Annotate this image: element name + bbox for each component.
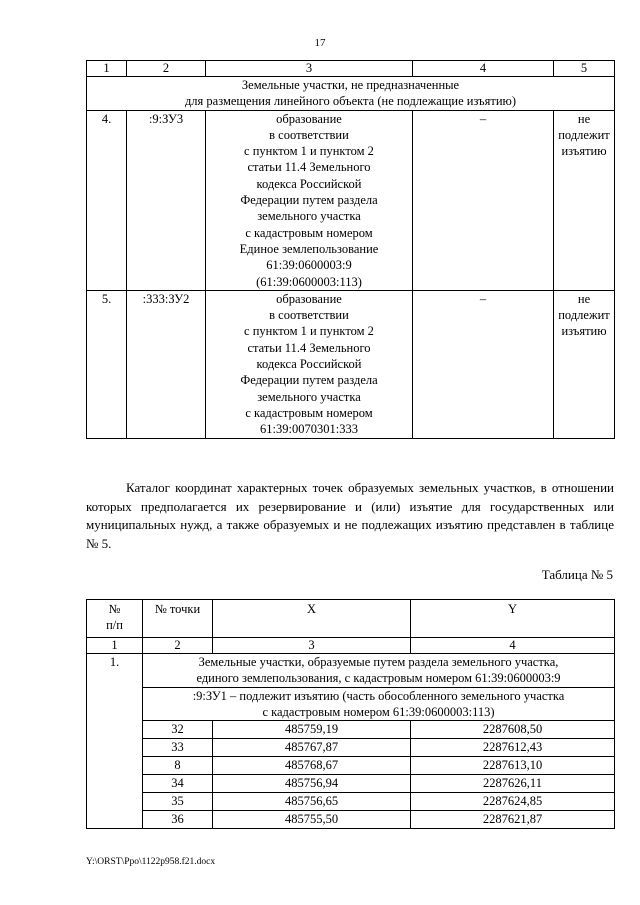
table-row (87, 739, 615, 757)
table-row (87, 721, 615, 739)
page-number: 17 (314, 37, 326, 49)
point-number: 34 (143, 775, 213, 793)
column-number-row (87, 638, 615, 654)
table-row (87, 793, 615, 811)
table-row (87, 775, 615, 793)
x-value: 485768,67 (213, 757, 411, 775)
header-row (87, 600, 615, 638)
y-value: 2287613,10 (411, 757, 615, 775)
header-no: № п/п (87, 600, 143, 638)
y-value: 2287621,87 (411, 811, 615, 829)
column-number: 3 (206, 61, 413, 77)
x-value: 485755,50 (213, 811, 411, 829)
table-row (87, 811, 615, 829)
header-y: Y (411, 600, 615, 638)
column-number: 4 (413, 61, 554, 77)
point-number: 8 (143, 757, 213, 775)
y-value: 2287612,43 (411, 739, 615, 757)
land-plots-table (86, 60, 615, 439)
coordinates-table (86, 599, 615, 829)
column-4-value: – (413, 290, 554, 438)
point-number: 32 (143, 721, 213, 739)
table-caption: Таблица № 5 (541, 567, 613, 582)
status: не подлежит изъятию (554, 290, 615, 438)
status: не подлежит изъятию (554, 110, 615, 290)
row-number: 5. (87, 290, 127, 438)
column-number: 1 (87, 61, 127, 77)
plot-description: образование в соответствии с пунктом 1 и пунктом 2 статьи 11.4 Земельного кодекса Российской Федерации путем раздела земельного участка с кадастровым номером Единое землепользование 61:39:0600003:9 (61:39:0600003:113) (206, 110, 413, 290)
subgroup-title: :9:ЗУ1 – подлежит изъятию (часть обособленного земельного участка с кадастровым номером 61:39:0600003:113) (143, 687, 615, 721)
table-row (87, 290, 615, 438)
column-number: 2 (143, 638, 213, 654)
table-row (87, 110, 615, 290)
y-value: 2287626,11 (411, 775, 615, 793)
y-value: 2287608,50 (411, 721, 615, 739)
group-title: Земельные участки, не предназначенные для размещения линейного объекта (не подлежащие изъятию) (87, 77, 615, 111)
footer-file-path: Y:\ORST\Ppo\1122p958.f21.docx (86, 857, 216, 867)
column-number-row (87, 61, 615, 77)
column-number: 3 (213, 638, 411, 654)
plot-code: :9:ЗУ3 (127, 110, 206, 290)
point-number: 33 (143, 739, 213, 757)
header-x: X (213, 600, 411, 638)
x-value: 485756,94 (213, 775, 411, 793)
group-title-row (87, 77, 615, 111)
column-number: 4 (411, 638, 615, 654)
x-value: 485759,19 (213, 721, 411, 739)
point-number: 36 (143, 811, 213, 829)
group-title: Земельные участки, образуемые путем раздела земельного участка, единого землепользования, с кадастровым номером 61:39:0600003:9 (143, 654, 615, 688)
x-value: 485756,65 (213, 793, 411, 811)
y-value: 2287624,85 (411, 793, 615, 811)
catalog-paragraph: Каталог координат характерных точек образуемых земельных участков, в отношении которых предполагается их резервирование и (или) изъятие для государственных или муниципальных нужд, а также образуемых и не подлежащих изъятию представлен в таблице № 5. (86, 480, 614, 551)
row-number: 4. (87, 110, 127, 290)
x-value: 485767,87 (213, 739, 411, 757)
point-number: 35 (143, 793, 213, 811)
column-number: 5 (554, 61, 615, 77)
plot-code: :333:ЗУ2 (127, 290, 206, 438)
group-title-row (87, 654, 615, 688)
column-number: 2 (127, 61, 206, 77)
column-4-value: – (413, 110, 554, 290)
subgroup-row (87, 687, 615, 721)
table-row (87, 757, 615, 775)
group-number: 1. (87, 654, 143, 829)
header-point: № точки (143, 600, 213, 638)
column-number: 1 (87, 638, 143, 654)
plot-description: образование в соответствии с пунктом 1 и пунктом 2 статьи 11.4 Земельного кодекса Российской Федерации путем раздела земельного участка с кадастровым номером 61:39:0070301:333 (206, 290, 413, 438)
